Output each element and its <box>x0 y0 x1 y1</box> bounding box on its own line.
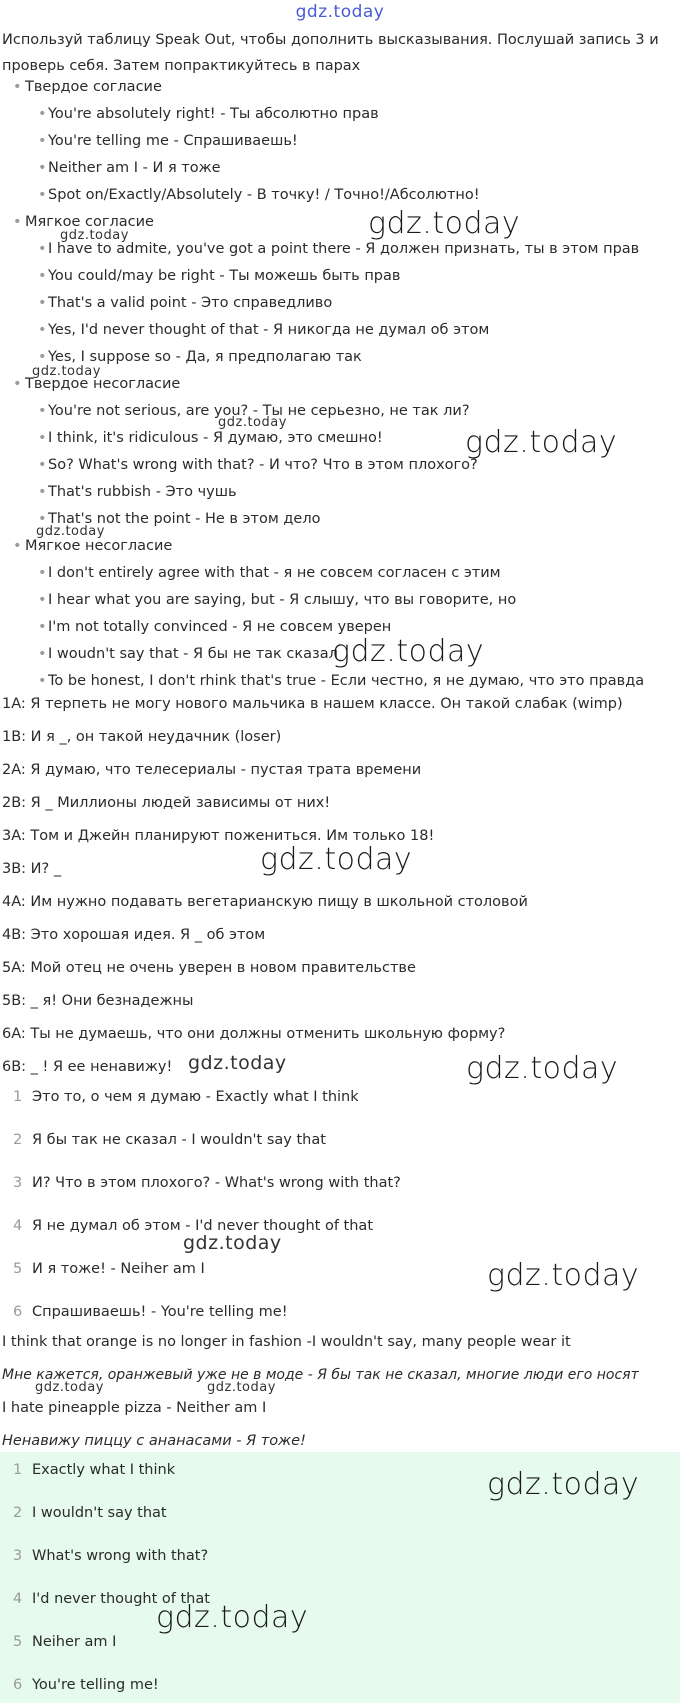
list-item: • I think, it's ridiculous - Я думаю, это смешно! <box>38 430 383 446</box>
watermark: gdz.today <box>332 634 485 669</box>
watermark: gdz.today <box>35 1380 104 1395</box>
category-strong-agreement <box>14 79 162 95</box>
list-item: • To be honest, I don't rhink that's true - Если честно, я не думаю, что это правда <box>38 673 644 689</box>
list-item: • Yes, I'd never thought of that - Я никогда не думал об этом <box>38 322 489 338</box>
list-item: • Spot on/Exactly/Absolutely - В точку! / Точно!/Абсолютно! <box>38 187 480 203</box>
site-logo[interactable]: gdz.today <box>295 2 385 22</box>
example-russian: Мне кажется, оранжевый уже не в моде - Я бы так не сказал, многие люди его носят <box>2 1367 639 1383</box>
dialogue-line: 3B: И? _ <box>2 861 62 877</box>
watermark: gdz.today <box>465 425 618 460</box>
example-english: I hate pineapple pizza - Neither am I <box>2 1400 267 1416</box>
dialogue-line: 5A: Мой отец не очень уверен в новом правительстве <box>2 960 416 976</box>
watermark: gdz.today <box>218 415 287 430</box>
list-item: • I woudn't say that - Я бы не так сказал <box>38 646 338 662</box>
watermark: gdz.today <box>183 1232 282 1254</box>
watermark: gdz.today <box>32 364 101 379</box>
category-title: Твердое согласие <box>25 79 162 95</box>
watermark: gdz.today <box>36 524 105 539</box>
list-item: • That's not the point - Не в этом дело <box>38 511 320 527</box>
list-item: • That's rubbish - Это чушь <box>38 484 237 500</box>
watermark: gdz.today <box>188 1052 287 1074</box>
list-item: • That's a valid point - Это справедливо <box>38 295 332 311</box>
list-item: • You could/may be right - Ты можешь быть прав <box>38 268 400 284</box>
dialogue-line: 6B: _ ! Я ее ненавижу! <box>2 1059 173 1075</box>
watermark: gdz.today <box>368 206 521 241</box>
task-intro: Используй таблицу Speak Out, чтобы дополнить высказывания. Послушай запись 3 и проверь себя. Затем попрактикуйтесь в парах <box>2 32 659 74</box>
dialogue-line: 4A: Им нужно подавать вегетарианскую пищу в школьной столовой <box>2 894 528 910</box>
watermark: gdz.today <box>156 1600 309 1635</box>
watermark: gdz.today <box>207 1380 276 1395</box>
watermark: gdz.today <box>487 1467 640 1502</box>
list-item: • I don't entirely agree with that - я не совсем согласен с этим <box>38 565 501 581</box>
dialogue-line: 6A: Ты не думаешь, что они должны отменить школьную форму? <box>2 1026 506 1042</box>
dialogue-line: 2B: Я _ Миллионы людей зависимы от них! <box>2 795 331 811</box>
list-item: • I hear what you are saying, but - Я слышу, что вы говорите, но <box>38 592 516 608</box>
example-english: I think that orange is no longer in fashion -I wouldn't say, many people wear it <box>2 1334 571 1350</box>
dialogue-line: 2A: Я думаю, что телесериалы - пустая трата времени <box>2 762 422 778</box>
list-item: • Yes, I suppose so - Да, я предполагаю так <box>38 349 362 365</box>
category-title: Мягкое согласие <box>25 214 154 230</box>
watermark: gdz.today <box>60 228 129 243</box>
category-mild-disagreement <box>14 538 172 554</box>
list-item: • You're not serious, are you? - Ты не серьезно, не так ли? <box>38 403 470 419</box>
watermark: gdz.today <box>487 1258 640 1293</box>
dialogue-line: 1B: И я _, он такой неудачник (loser) <box>2 729 282 745</box>
category-title: Твердое несогласие <box>25 376 181 392</box>
list-item: • I have to admite, you've got a point there - Я должен признать, ты в этом прав <box>38 241 639 257</box>
dialogue-line: 4B: Это хорошая идея. Я _ об этом <box>2 927 266 943</box>
dialogue-line: 1A: Я терпеть не могу нового мальчика в нашем классе. Он такой слабак (wimp) <box>2 696 623 712</box>
list-item: • You're absolutely right! - Ты абсолютно прав <box>38 106 379 122</box>
dialogue-line: 5B: _ я! Они безнадежны <box>2 993 194 1009</box>
list-item: • I'm not totally convinced - Я не совсем уверен <box>38 619 391 635</box>
category-title: Мягкое несогласие <box>25 538 173 554</box>
watermark: gdz.today <box>260 842 413 877</box>
list-item: • Neither am I - И я тоже <box>38 160 221 176</box>
watermark: gdz.today <box>466 1051 619 1086</box>
list-item: • So? What's wrong with that? - И что? Что в этом плохого? <box>38 457 478 473</box>
list-item: • You're telling me - Спрашиваешь! <box>38 133 298 149</box>
dialogue-line: 3A: Том и Джейн планируют пожениться. Им только 18! <box>2 828 435 844</box>
example-russian: Ненавижу пиццу с ананасами - Я тоже! <box>2 1433 306 1449</box>
